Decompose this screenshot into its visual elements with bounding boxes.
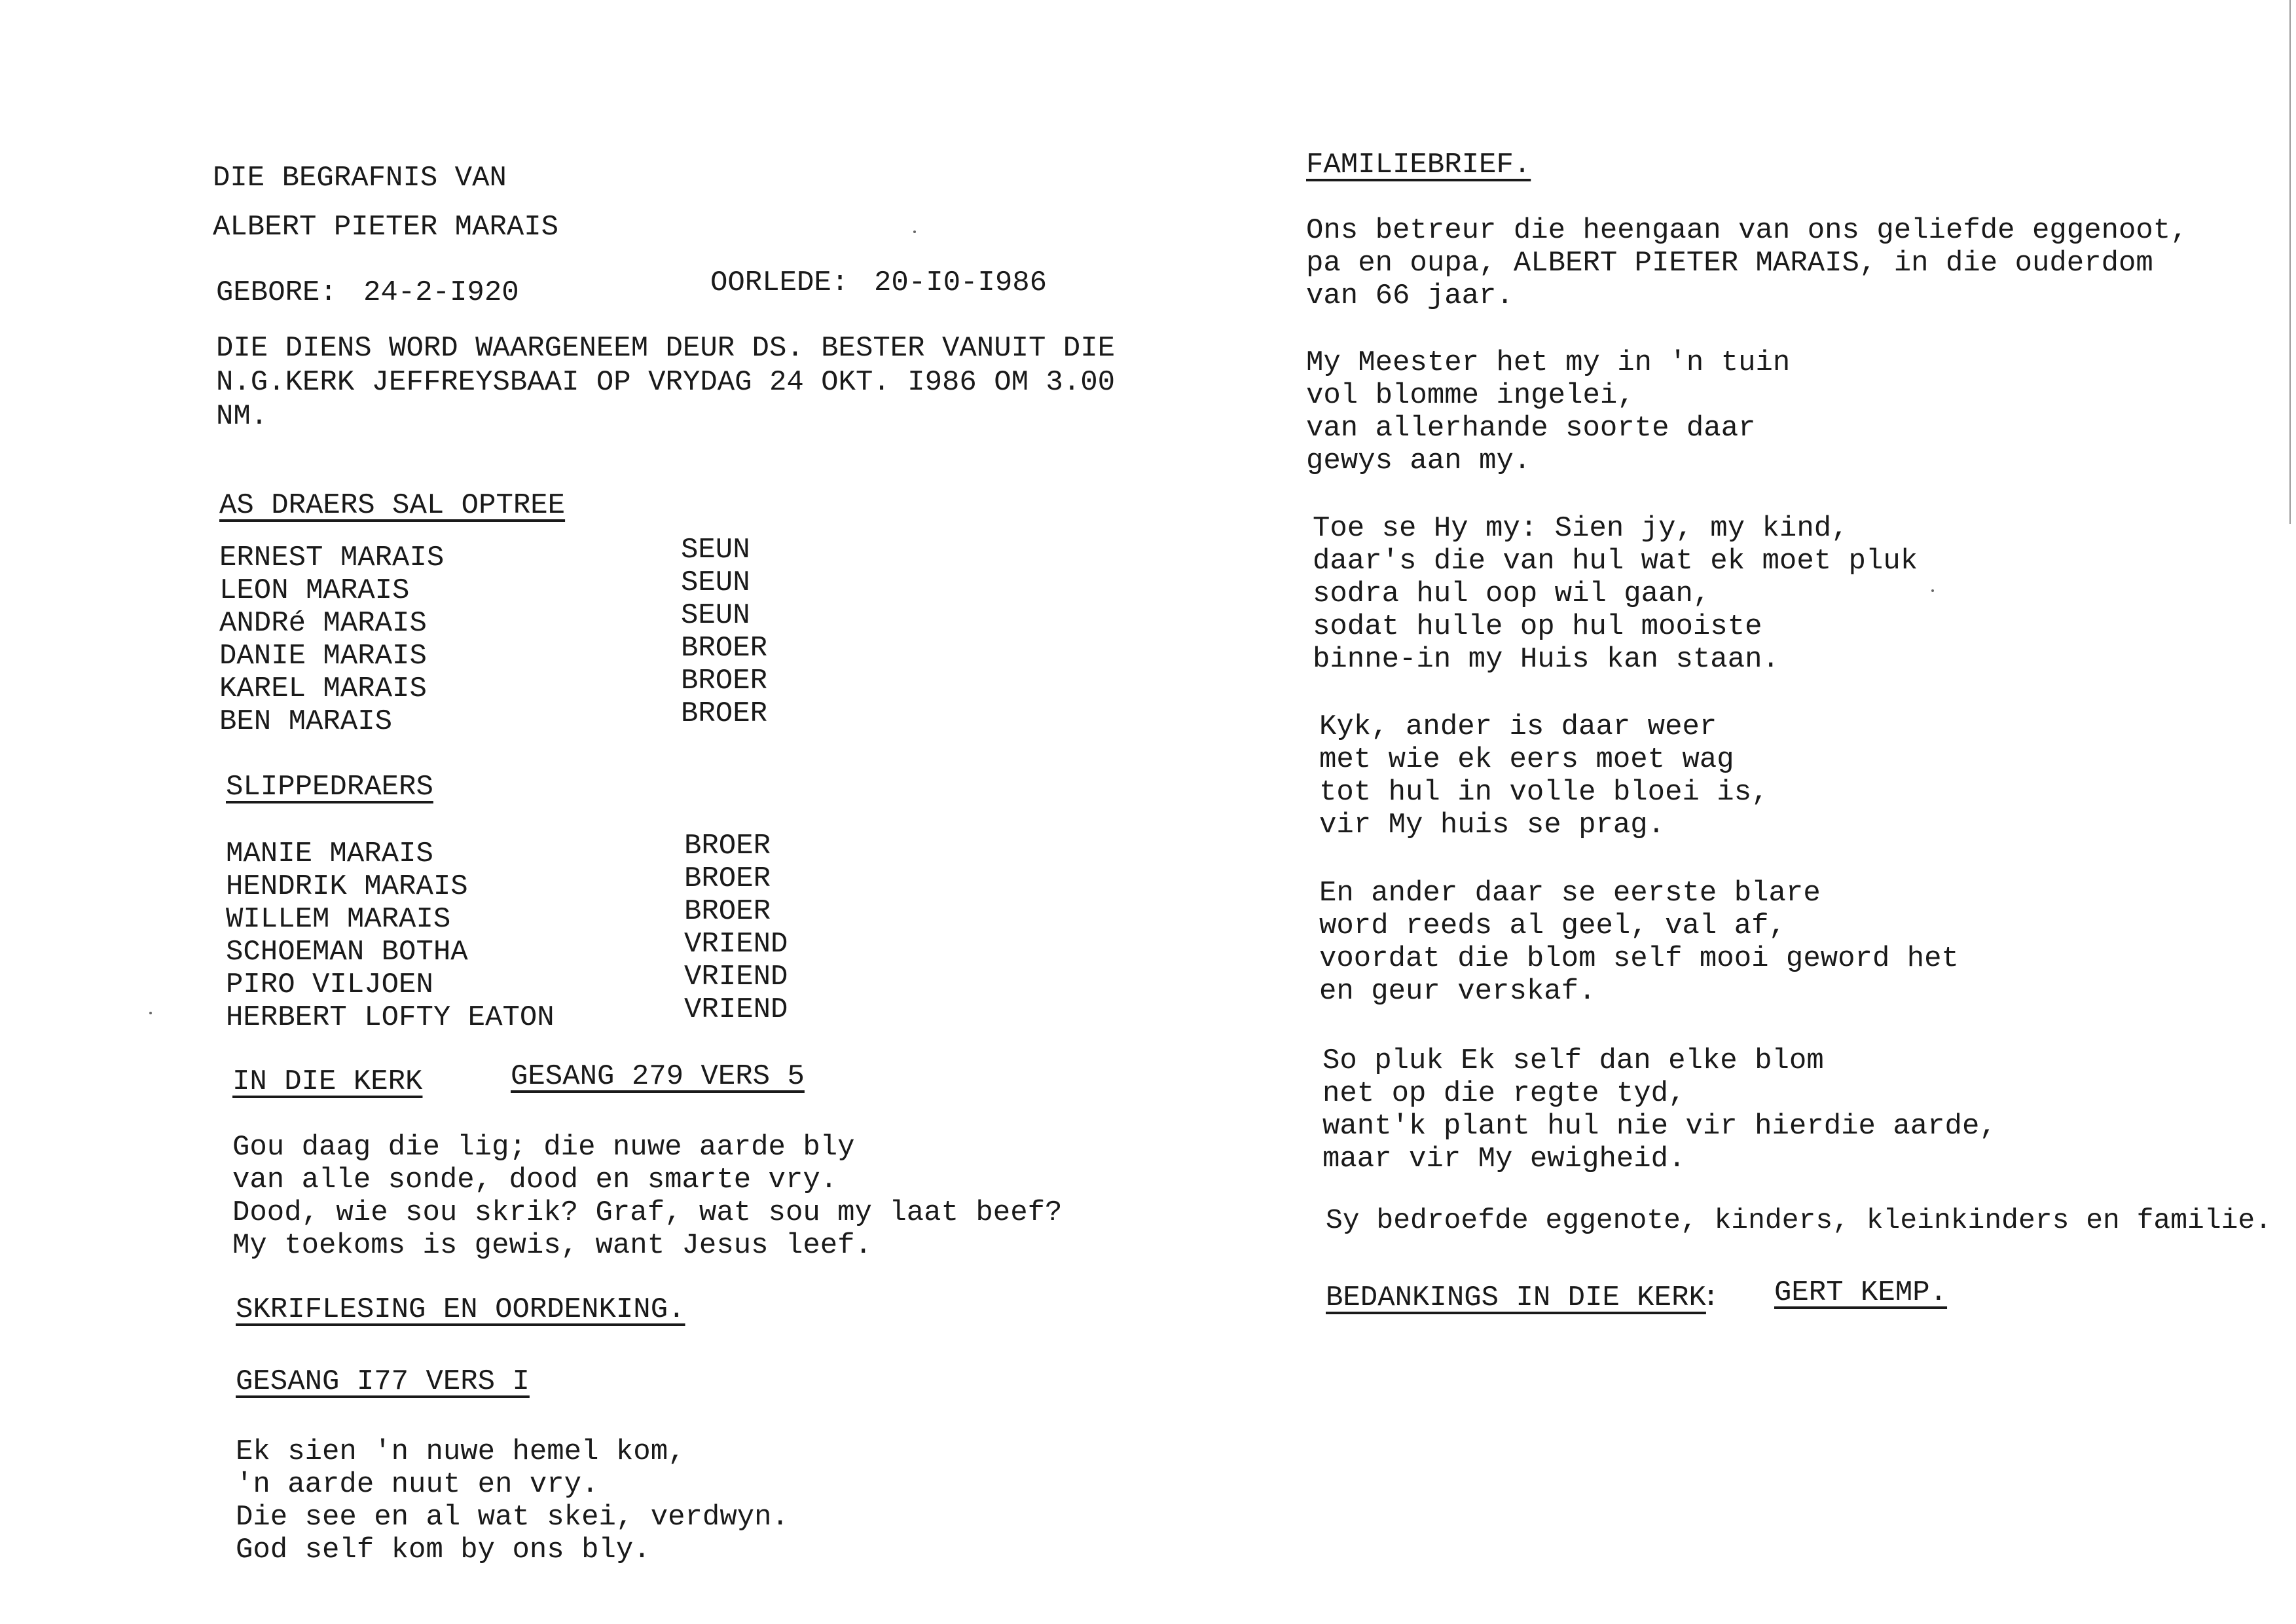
slippedraer-relation: BROER: [684, 862, 771, 895]
intro-line: van 66 jaar.: [1306, 280, 1514, 312]
intro-line: pa en oupa, ALBERT PIETER MARAIS, in die ouderdom: [1306, 247, 2153, 280]
pallbearer-relation: BROER: [681, 665, 768, 697]
slippedraer-relation: VRIEND: [684, 961, 788, 993]
slippedraer-name: SCHOEMAN BOTHA: [226, 936, 468, 969]
hymn2-heading: GESANG I77 VERS I: [236, 1365, 530, 1398]
slippedraers-heading: SLIPPEDRAERS: [226, 771, 433, 803]
service-line-3: NM.: [216, 400, 268, 433]
pallbearer-name: ERNEST MARAIS: [219, 542, 445, 574]
hymn1-line: Gou daag die lig; die nuwe aarde bly: [232, 1131, 855, 1164]
poem-line: My Meester het my in 'n tuin: [1306, 346, 1791, 379]
pallbearer-relation: BROER: [681, 632, 768, 665]
poem-line: binne-in my Huis kan staan.: [1313, 643, 1779, 676]
hymn1-line: Dood, wie sou skrik? Graf, wat sou my laat beef?: [232, 1196, 1063, 1229]
poem-line: met wie ek eers moet wag: [1319, 743, 1734, 776]
service-line-2: N.G.KERK JEFFREYSBAAI OP VRYDAG 24 OKT. I986 OM 3.00: [216, 366, 1116, 399]
pallbearer-relation: SEUN: [681, 599, 750, 632]
pallbearer-name: DANIE MARAIS: [219, 640, 427, 673]
hymn2-line: Die see en al wat skei, verdwyn.: [236, 1501, 789, 1534]
thanks-name: GERT KEMP.: [1774, 1276, 1948, 1309]
poem-line: van allerhande soorte daar: [1306, 412, 1756, 445]
poem-line: En ander daar se eerste blare: [1319, 877, 1821, 910]
pallbearer-relation: SEUN: [681, 566, 750, 599]
pallbearer-relation: BROER: [681, 697, 768, 730]
slippedraer-name: WILLEM MARAIS: [226, 903, 451, 936]
hymn2-line: 'n aarde nuut en vry.: [236, 1468, 599, 1501]
page-edge-line: [2289, 0, 2291, 524]
thanks-separator: :: [1702, 1282, 1720, 1314]
hymn1-heading: GESANG 279 VERS 5: [511, 1060, 805, 1093]
slippedraer-relation: BROER: [684, 895, 771, 928]
familiebrief-heading: FAMILIEBRIEF.: [1306, 149, 1531, 181]
poem-line: So pluk Ek self dan elke blom: [1322, 1044, 1824, 1077]
born-date: 24-2-I920: [363, 276, 519, 309]
poem-line: Kyk, ander is daar weer: [1319, 710, 1717, 743]
poem-line: sodat hulle op hul mooiste: [1313, 610, 1762, 643]
poem-line: maar vir My ewigheid.: [1322, 1143, 1686, 1175]
poem-line: Toe se Hy my: Sien jy, my kind,: [1313, 512, 1849, 545]
poem-line: sodra hul oop wil gaan,: [1313, 578, 1711, 610]
hymn2-line: God self kom by ons bly.: [236, 1534, 651, 1566]
hymn1-line: My toekoms is gewis, want Jesus leef.: [232, 1229, 872, 1262]
poem-line: vol blomme ingelei,: [1306, 379, 1635, 412]
poem-line: voordat die blom self mooi geword het: [1319, 942, 1959, 975]
slippedraer-name: HERBERT LOFTY EATON: [226, 1001, 555, 1034]
hymn1-line: van alle sonde, dood en smarte vry.: [232, 1164, 838, 1196]
poem-line: net op die regte tyd,: [1322, 1077, 1686, 1110]
title-line-1: DIE BEGRAFNIS VAN: [213, 162, 507, 194]
slippedraer-relation: BROER: [684, 830, 771, 862]
slippedraer-name: MANIE MARAIS: [226, 838, 433, 870]
poem-line: daar's die van hul wat ek moet pluk: [1313, 545, 1918, 578]
scan-speck: [149, 1012, 152, 1014]
pallbearer-name: BEN MARAIS: [219, 705, 393, 738]
slippedraer-relation: VRIEND: [684, 928, 788, 961]
pallbearer-name: ANDRé MARAIS: [219, 607, 427, 640]
pallbearer-name: LEON MARAIS: [219, 574, 410, 607]
service-line-1: DIE DIENS WORD WAARGENEEM DEUR DS. BESTER VANUIT DIE: [216, 332, 1116, 365]
died-label: OORLEDE:: [710, 267, 849, 299]
poem-line: vir My huis se prag.: [1319, 809, 1666, 841]
thanks-label: BEDANKINGS IN DIE KERK: [1326, 1282, 1706, 1314]
reading-heading: SKRIFLESING EN OORDENKING.: [236, 1293, 685, 1326]
slippedraer-relation: VRIEND: [684, 993, 788, 1026]
scan-speck: [913, 231, 916, 233]
deceased-name: ALBERT PIETER MARAIS: [213, 211, 559, 244]
poem-line: want'k plant hul nie vir hierdie aarde,: [1322, 1110, 1997, 1143]
hymn2-line: Ek sien 'n nuwe hemel kom,: [236, 1435, 685, 1468]
poem-line: tot hul in volle bloei is,: [1319, 776, 1769, 809]
slippedraer-name: PIRO VILJOEN: [226, 969, 433, 1001]
poem-line: gewys aan my.: [1306, 445, 1531, 477]
poem-line: en geur verskaf.: [1319, 975, 1596, 1008]
pallbearers-heading: AS DRAERS SAL OPTREE: [219, 489, 566, 522]
died-date: 20-I0-I986: [874, 267, 1048, 299]
pallbearer-relation: SEUN: [681, 534, 750, 566]
born-label: GEBORE:: [216, 276, 337, 309]
scan-speck: [1931, 589, 1934, 592]
church-heading: IN DIE KERK: [232, 1065, 423, 1098]
slippedraer-name: HENDRIK MARAIS: [226, 870, 468, 903]
intro-line: Ons betreur die heengaan van ons geliefde eggenoot,: [1306, 214, 2188, 247]
pallbearer-name: KAREL MARAIS: [219, 673, 427, 705]
family-signoff: Sy bedroefde eggenote, kinders, kleinkinders en familie.: [1326, 1204, 2272, 1236]
poem-line: word reeds al geel, val af,: [1319, 910, 1786, 942]
